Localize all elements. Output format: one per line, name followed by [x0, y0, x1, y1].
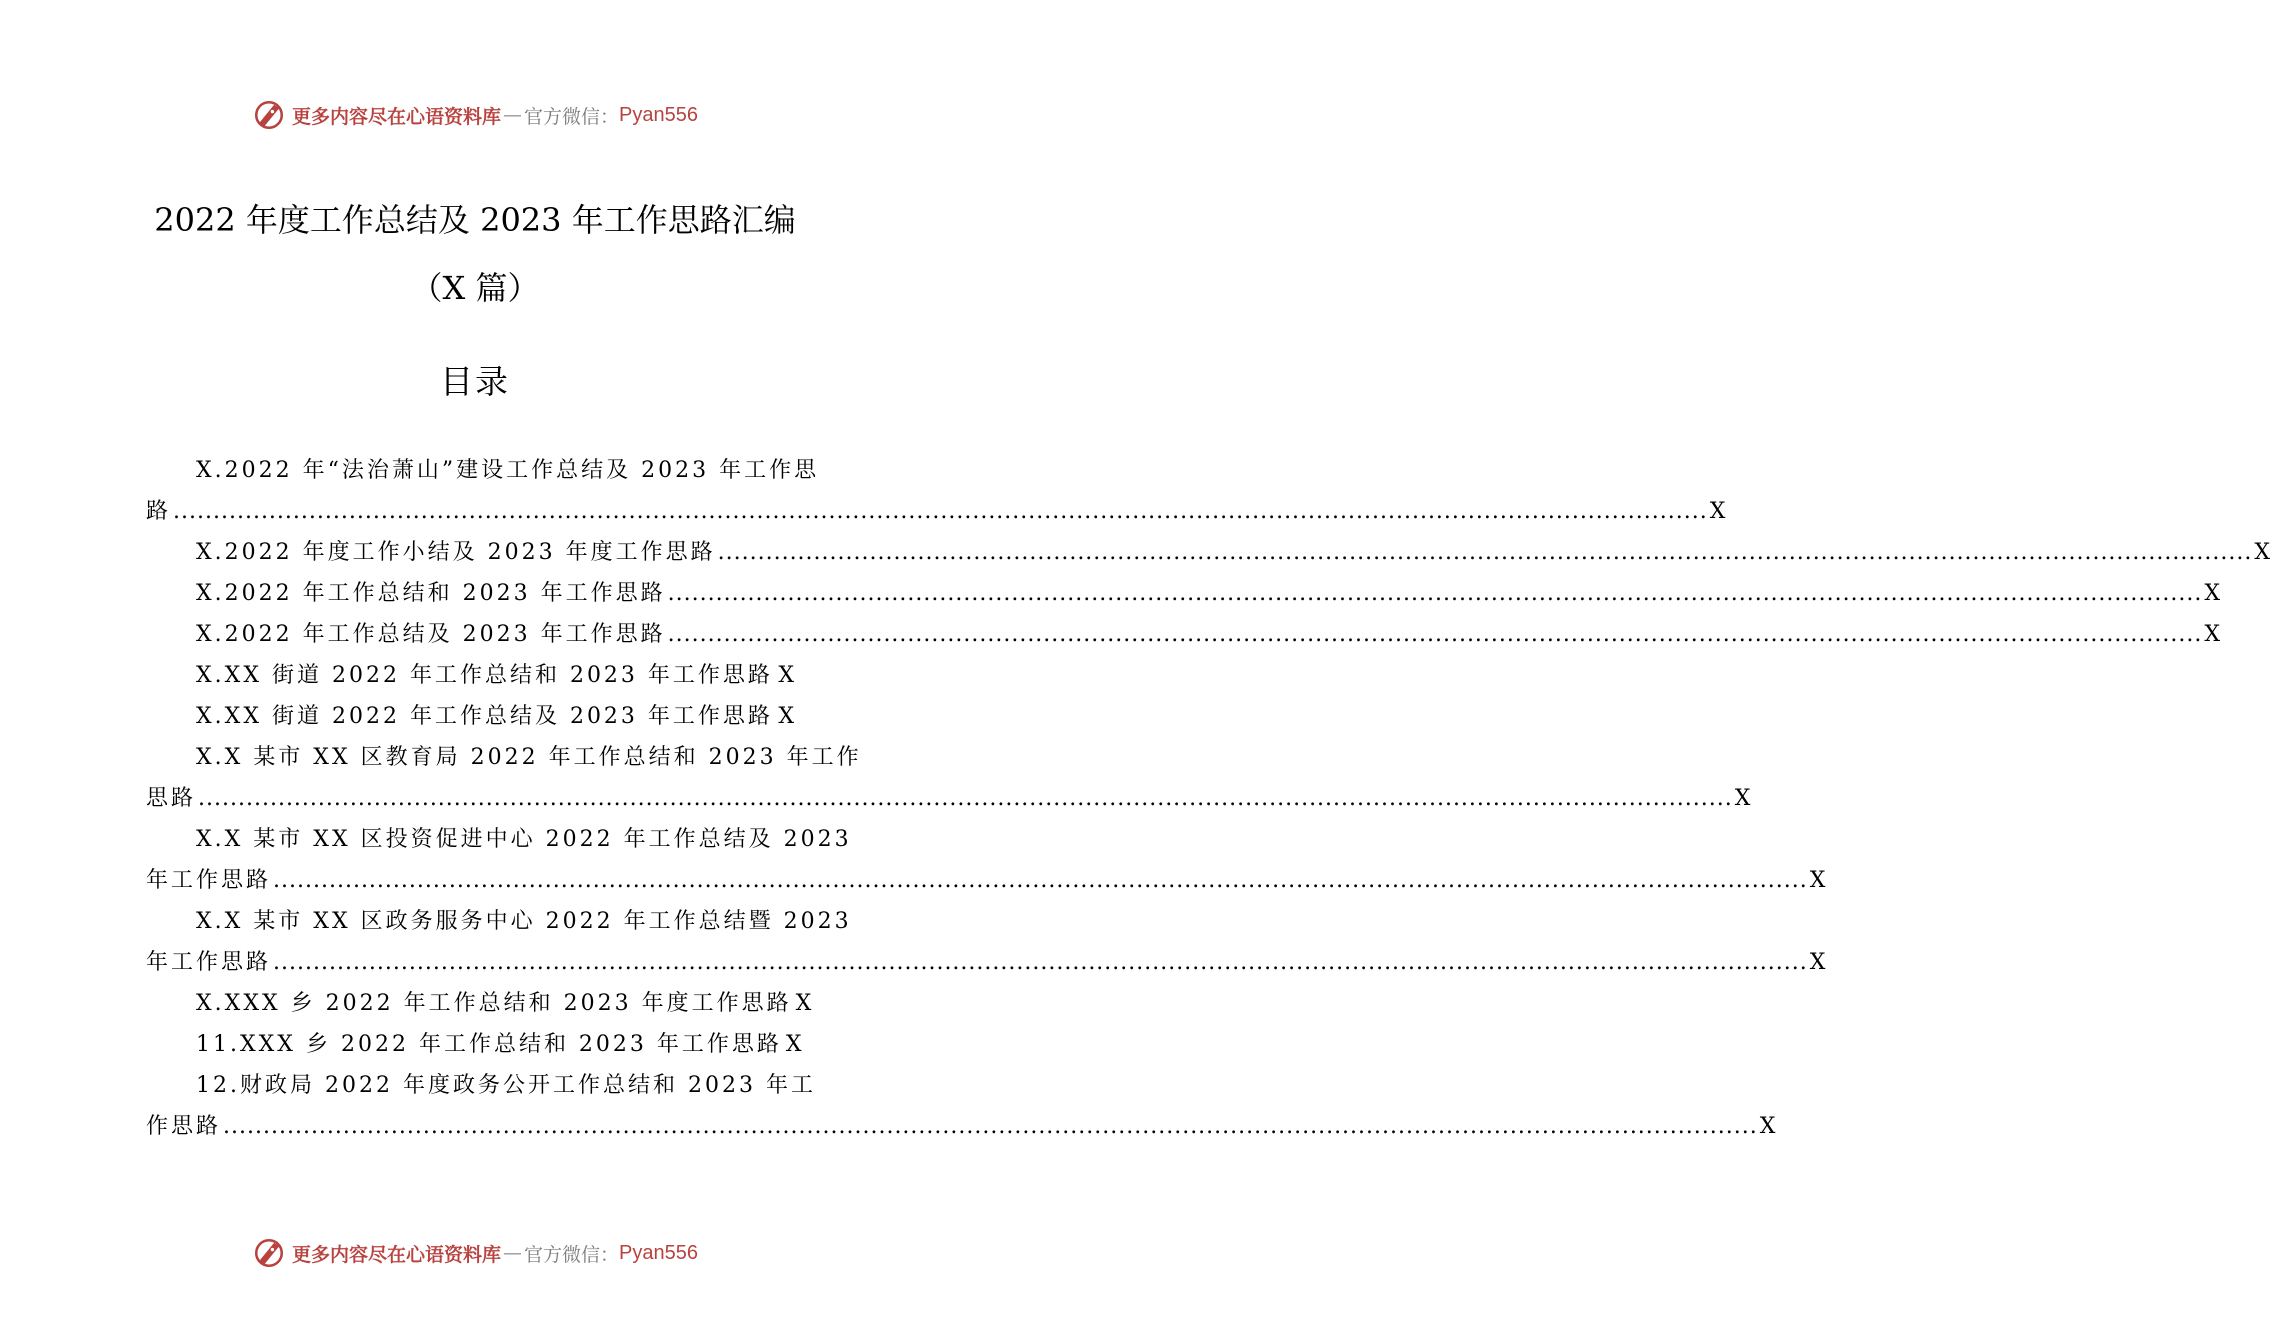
pen-nib-logo-icon [252, 98, 286, 132]
toc-entry-text: X.X 某市 XX 区教育局 2022 年工作总结和 2023 年工作 [196, 745, 862, 770]
banner-wechat-id: Pyan556 [619, 1241, 698, 1264]
toc-entry-line[interactable] [146, 983, 812, 1024]
toc-entry-text: X.2022 年工作总结和 2023 年工作思路 [196, 581, 666, 606]
toc-entry-text: X.XX 街道 2022 年工作总结和 2023 年工作思路 [196, 663, 773, 688]
toc-entry-line[interactable] [146, 573, 2220, 614]
toc-entry-text: X.XX 街道 2022 年工作总结及 2023 年工作思路 [196, 704, 773, 729]
banner-official-label: 官方微信： [524, 105, 620, 128]
banner-text: 更多内容尽在心语资料库 [292, 105, 502, 128]
toc-page-number: X [778, 704, 794, 729]
toc-entry-text: 思路 [146, 786, 197, 811]
toc-entry-line[interactable] [146, 655, 804, 696]
toc-page-number: X [1809, 868, 1826, 893]
toc-entry-text: X.2022 年“法治萧山”建设工作总结及 2023 年工作思 [196, 458, 820, 483]
document-title: 2022 年度工作总结及 2023 年工作思路汇编 [154, 201, 796, 239]
toc-entry-text: X.2022 年度工作小结及 2023 年度工作思路 [196, 540, 716, 565]
toc-entry-text: 年工作思路 [146, 950, 272, 975]
toc-page-number: X [1759, 1114, 1776, 1139]
toc-page-number: X [1809, 950, 1826, 975]
toc-heading: 目录 [440, 362, 510, 401]
toc-entry-line[interactable] [146, 737, 862, 778]
toc-page-number: X [2254, 540, 2270, 565]
toc-entry-line[interactable] [146, 819, 852, 860]
header-banner [0, 95, 950, 135]
toc-entry-line[interactable] [146, 450, 820, 491]
toc-entry-line[interactable] [146, 942, 1826, 983]
toc-entry-text: 12.财政局 2022 年度政务公开工作总结和 2023 年工 [196, 1073, 816, 1098]
toc-entry-line[interactable] [146, 1065, 816, 1106]
toc-leader-dots [775, 696, 776, 737]
toc-entry-line[interactable] [146, 532, 2270, 573]
banner-text: 更多内容尽在心语资料库 [292, 1243, 502, 1266]
toc-entry-text: X.2022 年工作总结及 2023 年工作思路 [196, 622, 666, 647]
toc-leader-dots [668, 573, 2203, 614]
toc-page-number: X [785, 1032, 802, 1057]
toc-page-number: X [2204, 581, 2220, 606]
toc-entry-text: 11.XXX 乡 2022 年工作总结和 2023 年工作思路 [196, 1032, 782, 1057]
toc-leader-dots [273, 942, 1808, 983]
toc-entry-text: X.XXX 乡 2022 年工作总结和 2023 年度工作思路 [196, 991, 792, 1016]
toc-entry-line[interactable] [146, 696, 804, 737]
banner-dash: — [503, 104, 523, 126]
toc-entry-line[interactable] [146, 491, 1726, 532]
toc-entry-line[interactable] [146, 901, 852, 942]
footer-banner [0, 1233, 950, 1273]
toc-leader-dots [223, 1106, 1758, 1147]
toc-entry-text: 年工作思路 [146, 868, 272, 893]
banner-wechat-id: Pyan556 [619, 103, 698, 126]
toc-entry-text: X.X 某市 XX 区政务服务中心 2022 年工作总结暨 2023 [196, 909, 852, 934]
toc-entry-line[interactable] [146, 1106, 1776, 1147]
toc-leader-dots [173, 491, 1708, 532]
toc-entry-line[interactable] [146, 614, 2220, 655]
banner-official-label: 官方微信： [524, 1243, 620, 1266]
toc-entry-line[interactable] [146, 778, 1751, 819]
toc-leader-dots [775, 655, 776, 696]
toc-page-number: X [778, 663, 794, 688]
toc-entry-text: X.X 某市 XX 区投资促进中心 2022 年工作总结及 2023 [196, 827, 852, 852]
table-of-contents [146, 450, 2270, 1147]
toc-leader-dots [668, 614, 2203, 655]
toc-page-number: X [1734, 786, 1751, 811]
toc-page-number: X [1709, 499, 1726, 524]
toc-page-number: X [2204, 622, 2220, 647]
toc-leader-dots [718, 532, 2253, 573]
toc-entry-text: 作思路 [146, 1114, 222, 1139]
toc-entry-line[interactable] [146, 860, 1826, 901]
toc-entry-text: 路 [146, 499, 172, 524]
toc-entry-line[interactable] [146, 1024, 804, 1065]
toc-page-number: X [795, 991, 812, 1016]
document-subtitle: （X 篇） [410, 269, 540, 307]
toc-leader-dots [273, 860, 1808, 901]
toc-leader-dots [198, 778, 1733, 819]
pen-nib-logo-icon [252, 1236, 286, 1270]
banner-dash: — [503, 1242, 523, 1264]
